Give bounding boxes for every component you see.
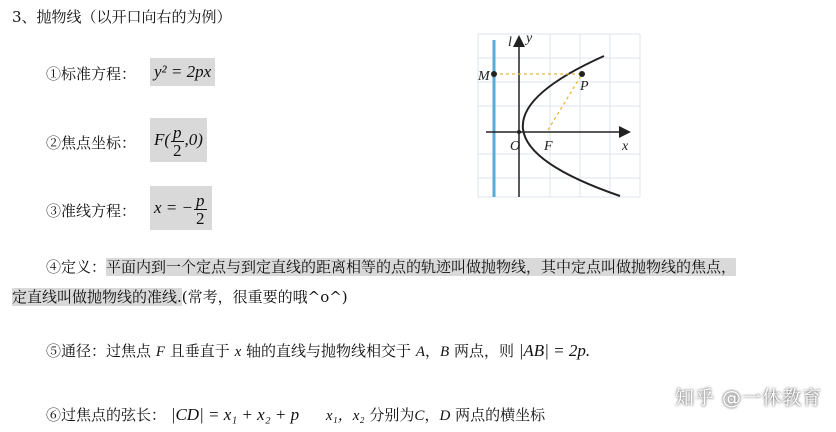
latus-a-var: A (415, 344, 425, 360)
standard-equation-label: ①标准方程： (46, 65, 137, 83)
focus-numerator: p (173, 122, 182, 142)
latus-x-var: x (234, 344, 242, 360)
focus-denominator: 2 (173, 140, 182, 160)
latus-formula: |AB| = 2p. (518, 341, 591, 360)
chord-vars: x₁，x₂ (325, 408, 365, 424)
chord-comma: ， (424, 406, 440, 424)
latus-text-b: 且垂直于 (169, 342, 230, 360)
latus-label: ⑤通径： (46, 342, 107, 360)
point-p (579, 71, 585, 77)
origin-point (517, 130, 521, 134)
latus-comma: ， (424, 342, 440, 360)
label-l: l (508, 35, 512, 50)
label-f: F (544, 139, 553, 154)
directrix-numerator: p (196, 190, 205, 210)
focus-suffix: ,0) (184, 130, 203, 149)
chord-text: 分别为 (369, 406, 415, 424)
watermark: 知乎 @一休教育 (674, 387, 822, 409)
directrix-denominator: 2 (196, 208, 205, 228)
label-o: O (510, 139, 521, 154)
label-x: x (622, 139, 629, 154)
figure-grid (478, 34, 640, 197)
definition-note: (常考，很重要的哦^o^) (181, 288, 348, 306)
chord-label: ⑥过焦点的弦长： (46, 406, 167, 424)
latus-b-var: B (440, 344, 450, 360)
focus-prefix: F( (154, 130, 171, 149)
standard-equation: y² = 2px (150, 58, 215, 86)
section-heading: 3、抛物线（以开口向右的为例） (12, 8, 232, 26)
directrix-equation-label: ③准线方程： (46, 202, 137, 220)
label-m: M (478, 69, 490, 84)
latus-text-c: 轴的直线与抛物线相交于 (246, 342, 412, 360)
label-y: y (526, 31, 533, 46)
chord-c-var: C (414, 408, 425, 424)
latus-focus-var: F (155, 344, 165, 360)
latus-text-a: 过焦点 (106, 342, 152, 360)
definition-label: ④定义： (46, 258, 107, 276)
definition-text-2: 定直线叫做抛物线的准线. (12, 288, 182, 306)
point-m (491, 71, 497, 77)
label-p: P (580, 79, 589, 94)
definition-text-1: 平面内到一个定点与到定直线的距离相等的点的轨迹叫做抛物线，其中定点叫做抛物线的焦点， (106, 258, 737, 276)
chord-formula: |CD| = x₁ + x₂ + p (170, 405, 300, 424)
chord-tail: 两点的横坐标 (455, 406, 546, 424)
parabola-curve (523, 56, 620, 196)
directrix-prefix: x = − (154, 198, 193, 217)
latus-text-d: 两点，则 (453, 342, 514, 360)
chord-d-var: D (439, 408, 451, 424)
focus-coordinate-label: ②焦点坐标： (46, 134, 137, 152)
